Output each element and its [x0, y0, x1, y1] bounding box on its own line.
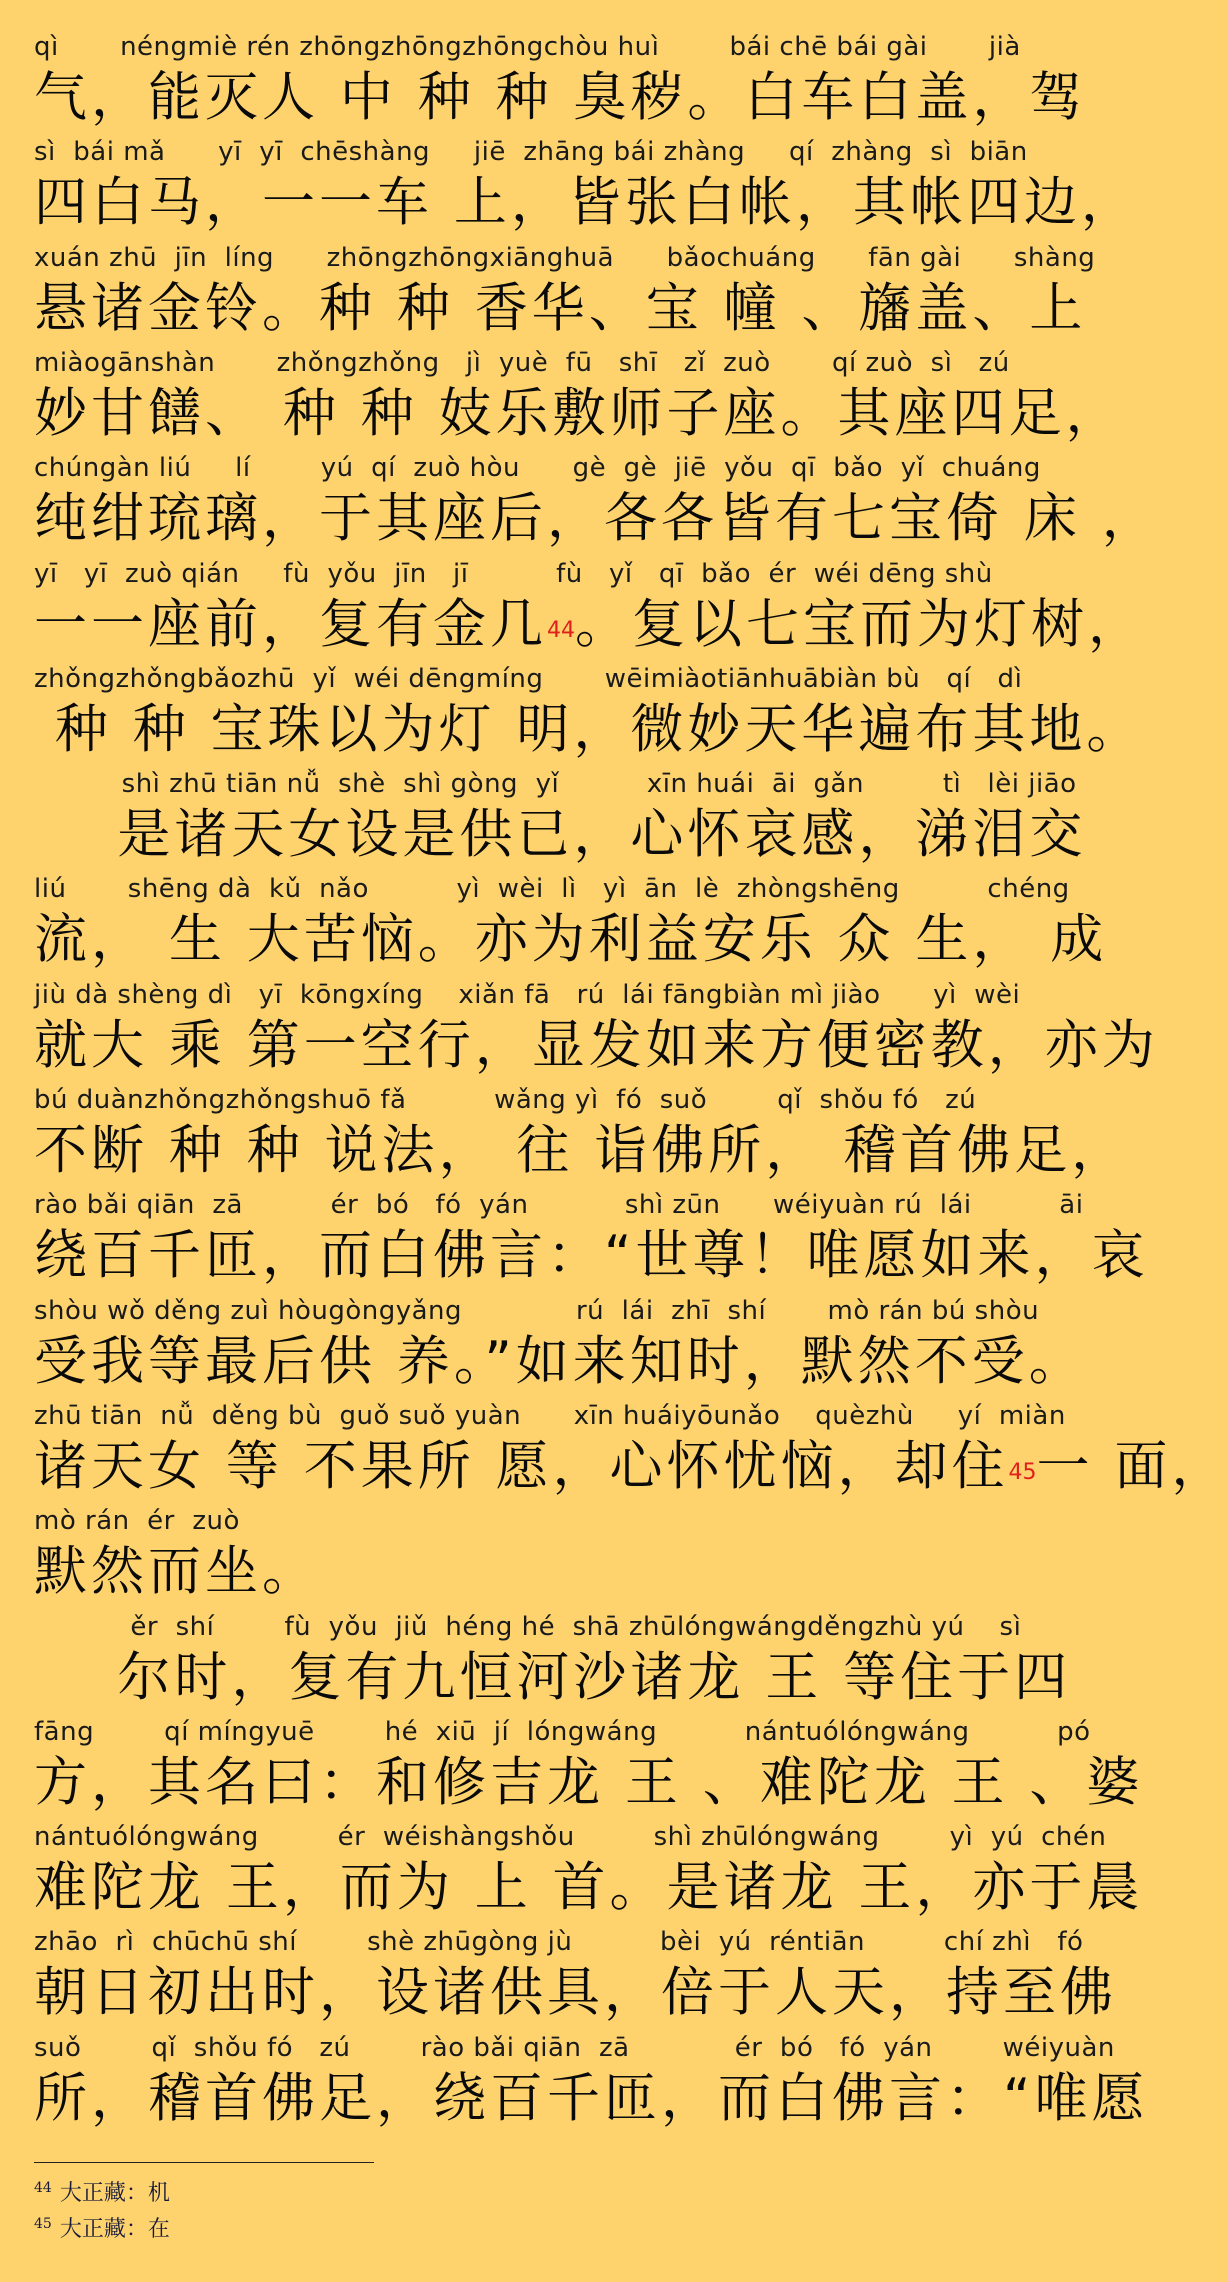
chinese-text: 妙甘饍、 种 种 妓乐敷师子座。其座四足， — [34, 382, 1123, 444]
text-line — [0, 1083, 1129, 1188]
text-line — [0, 557, 1145, 662]
text-line — [0, 135, 1138, 240]
pinyin-annotation: qì néngmiè rén zhōngzhōngzhōngchòu huì bái chē bái gài jià — [34, 32, 1021, 62]
chinese-text: 流， 生 大苦恼。亦为利益安乐 众 生， 成 — [34, 909, 1108, 971]
pinyin-annotation: zhāo rì chūchū shí shè zhūgòng jù bèi yú réntiān chí zhì fó — [34, 1927, 1084, 1958]
pinyin-annotation: rào bǎi qiān zā ér bó fó yán shì zūn wéiyuàn rú lái āi — [34, 1190, 1084, 1221]
text-line — [0, 346, 1123, 451]
text-line — [0, 2031, 1149, 2136]
pinyin-annotation: sì bái mǎ yī yī chēshàng jiē zhāng bái zhàng qí zhàng sì biān — [34, 137, 1028, 168]
pinyin-annotation: miàogānshàn zhǒngzhǒng jì yuè fū shī zǐ zuò qí zuò sì zú — [34, 347, 1010, 378]
footnote-divider — [34, 2162, 374, 2163]
chinese-text: 所，稽首佛足，绕百千匝，而白佛言：“唯愿 — [34, 2067, 1149, 2129]
pinyin-annotation: mò rán ér zuò — [34, 1506, 240, 1537]
pinyin-annotation: yī yī zuò qián fù yǒu jīn jī fù yǐ qī bǎo ér wéi dēng shù — [34, 558, 993, 589]
chinese-text: 一一座前，复有金几$^{44}$。复以七宝而为灯树， — [34, 593, 1145, 655]
text-line — [0, 1610, 1080, 1715]
chinese-text: 是诸天女设是供已，心怀哀感，涕泪交 — [34, 804, 1087, 866]
pinyin-annotation: suǒ qǐ shǒu fó zú rào bǎi qiān zā ér bó fó yán wéiyuàn — [34, 2032, 1115, 2063]
pinyin-annotation: bú duànzhǒngzhǒngshuō fǎ wǎng yì fó suǒ qǐ shǒu fó zú — [34, 1085, 977, 1115]
text-line — [0, 241, 1096, 346]
text-line — [0, 1188, 1149, 1293]
footnote-marker[interactable]: 44 — [547, 617, 575, 643]
chinese-text: 四白马，一一车 上，皆张白帐，其帐四边， — [34, 172, 1138, 234]
pinyin-annotation: liú shēng dà kǔ nǎo yì wèi lì yì ān lè zhòngshēng chéng — [34, 874, 1070, 905]
footnote-45: $^{45}$ 大正藏：在 — [34, 2215, 170, 2242]
chinese-text: 悬诸金铃。种 种 香华、宝 幢 、旛盖、上 — [34, 277, 1087, 339]
text-line — [0, 451, 1159, 556]
chinese-text: 纯绀琉璃，于其座后，各各皆有七宝倚 床 ， — [34, 488, 1159, 550]
text-line — [0, 30, 1087, 135]
chinese-text: 种 种 宝珠以为灯 明，微妙天华遍布其地。 — [34, 698, 1144, 760]
chinese-text: 默然而坐。 — [34, 1541, 319, 1603]
chinese-text: 气，能灭人 中 种 种 臭秽。白车白盖，驾 — [34, 67, 1087, 128]
footnote-marker[interactable]: 45 — [1008, 1459, 1037, 1485]
pinyin-annotation: zhǒngzhǒngbǎozhū yǐ wéi dēngmíng wēimiàotiānhuābiàn bù qí dì — [34, 663, 1023, 694]
pinyin-annotation: fāng qí míngyuē hé xiū jí lóngwáng nántuólóngwáng pó — [34, 1716, 1091, 1747]
chinese-text: 朝日初出时，设诸供具，倍于人天，持至佛 — [34, 1962, 1117, 2024]
text-line — [0, 1925, 1117, 2030]
text-line — [0, 872, 1108, 977]
pinyin-annotation: shòu wǒ děng zuì hòugòngyǎng rú lái zhī shí mò rán bú shòu — [34, 1295, 1040, 1326]
pinyin-annotation: shì zhū tiān nǚ shè shì gòng yǐ xīn huái āi gǎn tì lèi jiāo — [34, 769, 1077, 800]
text-line — [0, 978, 1159, 1083]
chinese-text: 受我等最后供 养。”如来知时，默然不受。 — [34, 1330, 1086, 1392]
chinese-text: 难陀龙 王，而为 上 首。是诸龙 王，亦于晨 — [34, 1857, 1144, 1919]
chinese-text: 就大 乘 第一空行，显发如来方便密教，亦为 — [34, 1014, 1159, 1076]
text-line — [0, 662, 1144, 767]
text-line — [0, 1715, 1144, 1820]
footnote-44: $^{44}$ 大正藏：机 — [34, 2179, 170, 2206]
chinese-text: 不断 种 种 说法， 往 诣佛所， 稽首佛足， — [34, 1120, 1129, 1181]
chinese-text: 尔时，复有九恒河沙诸龙 王 等住于四 — [34, 1646, 1072, 1708]
pinyin-annotation: xuán zhū jīn líng zhōngzhōngxiānghuā bǎochuáng fān gài shàng — [34, 242, 1096, 273]
chinese-text: 诸天女 等 不果所 愿，心怀忧恼，却住$^{45}$一 面， — [34, 1435, 1228, 1497]
text-line — [0, 1820, 1144, 1925]
chinese-text: 绕百千匝，而白佛言：“世尊！唯愿如来，哀 — [34, 1225, 1149, 1287]
pinyin-annotation: chúngàn liú lí yú qí zuò hòu gè gè jiē yǒu qī bǎo yǐ chuáng — [34, 453, 1041, 484]
text-line — [0, 1504, 1080, 1609]
pinyin-annotation: nántuólóngwáng ér wéishàngshǒu shì zhūlóngwáng yì yú chén — [34, 1822, 1107, 1853]
text-line — [0, 1399, 1228, 1504]
text-line — [0, 767, 1087, 872]
chinese-text: 方，其名曰：和修吉龙 王 、难陀龙 王 、婆 — [34, 1751, 1144, 1813]
pinyin-annotation: jiù dà shèng dì yī kōngxíng xiǎn fā rú lái fāngbiàn mì jiào yì wèi — [34, 979, 1021, 1010]
text-line — [0, 1294, 1086, 1399]
pinyin-annotation: ěr shí fù yǒu jiǔ héng hé shā zhūlóngwángděngzhù yú sì — [34, 1611, 1022, 1642]
pinyin-annotation: zhū tiān nǚ děng bù guǒ suǒ yuàn xīn huáiyōunǎo quèzhù yí miàn — [34, 1400, 1066, 1431]
